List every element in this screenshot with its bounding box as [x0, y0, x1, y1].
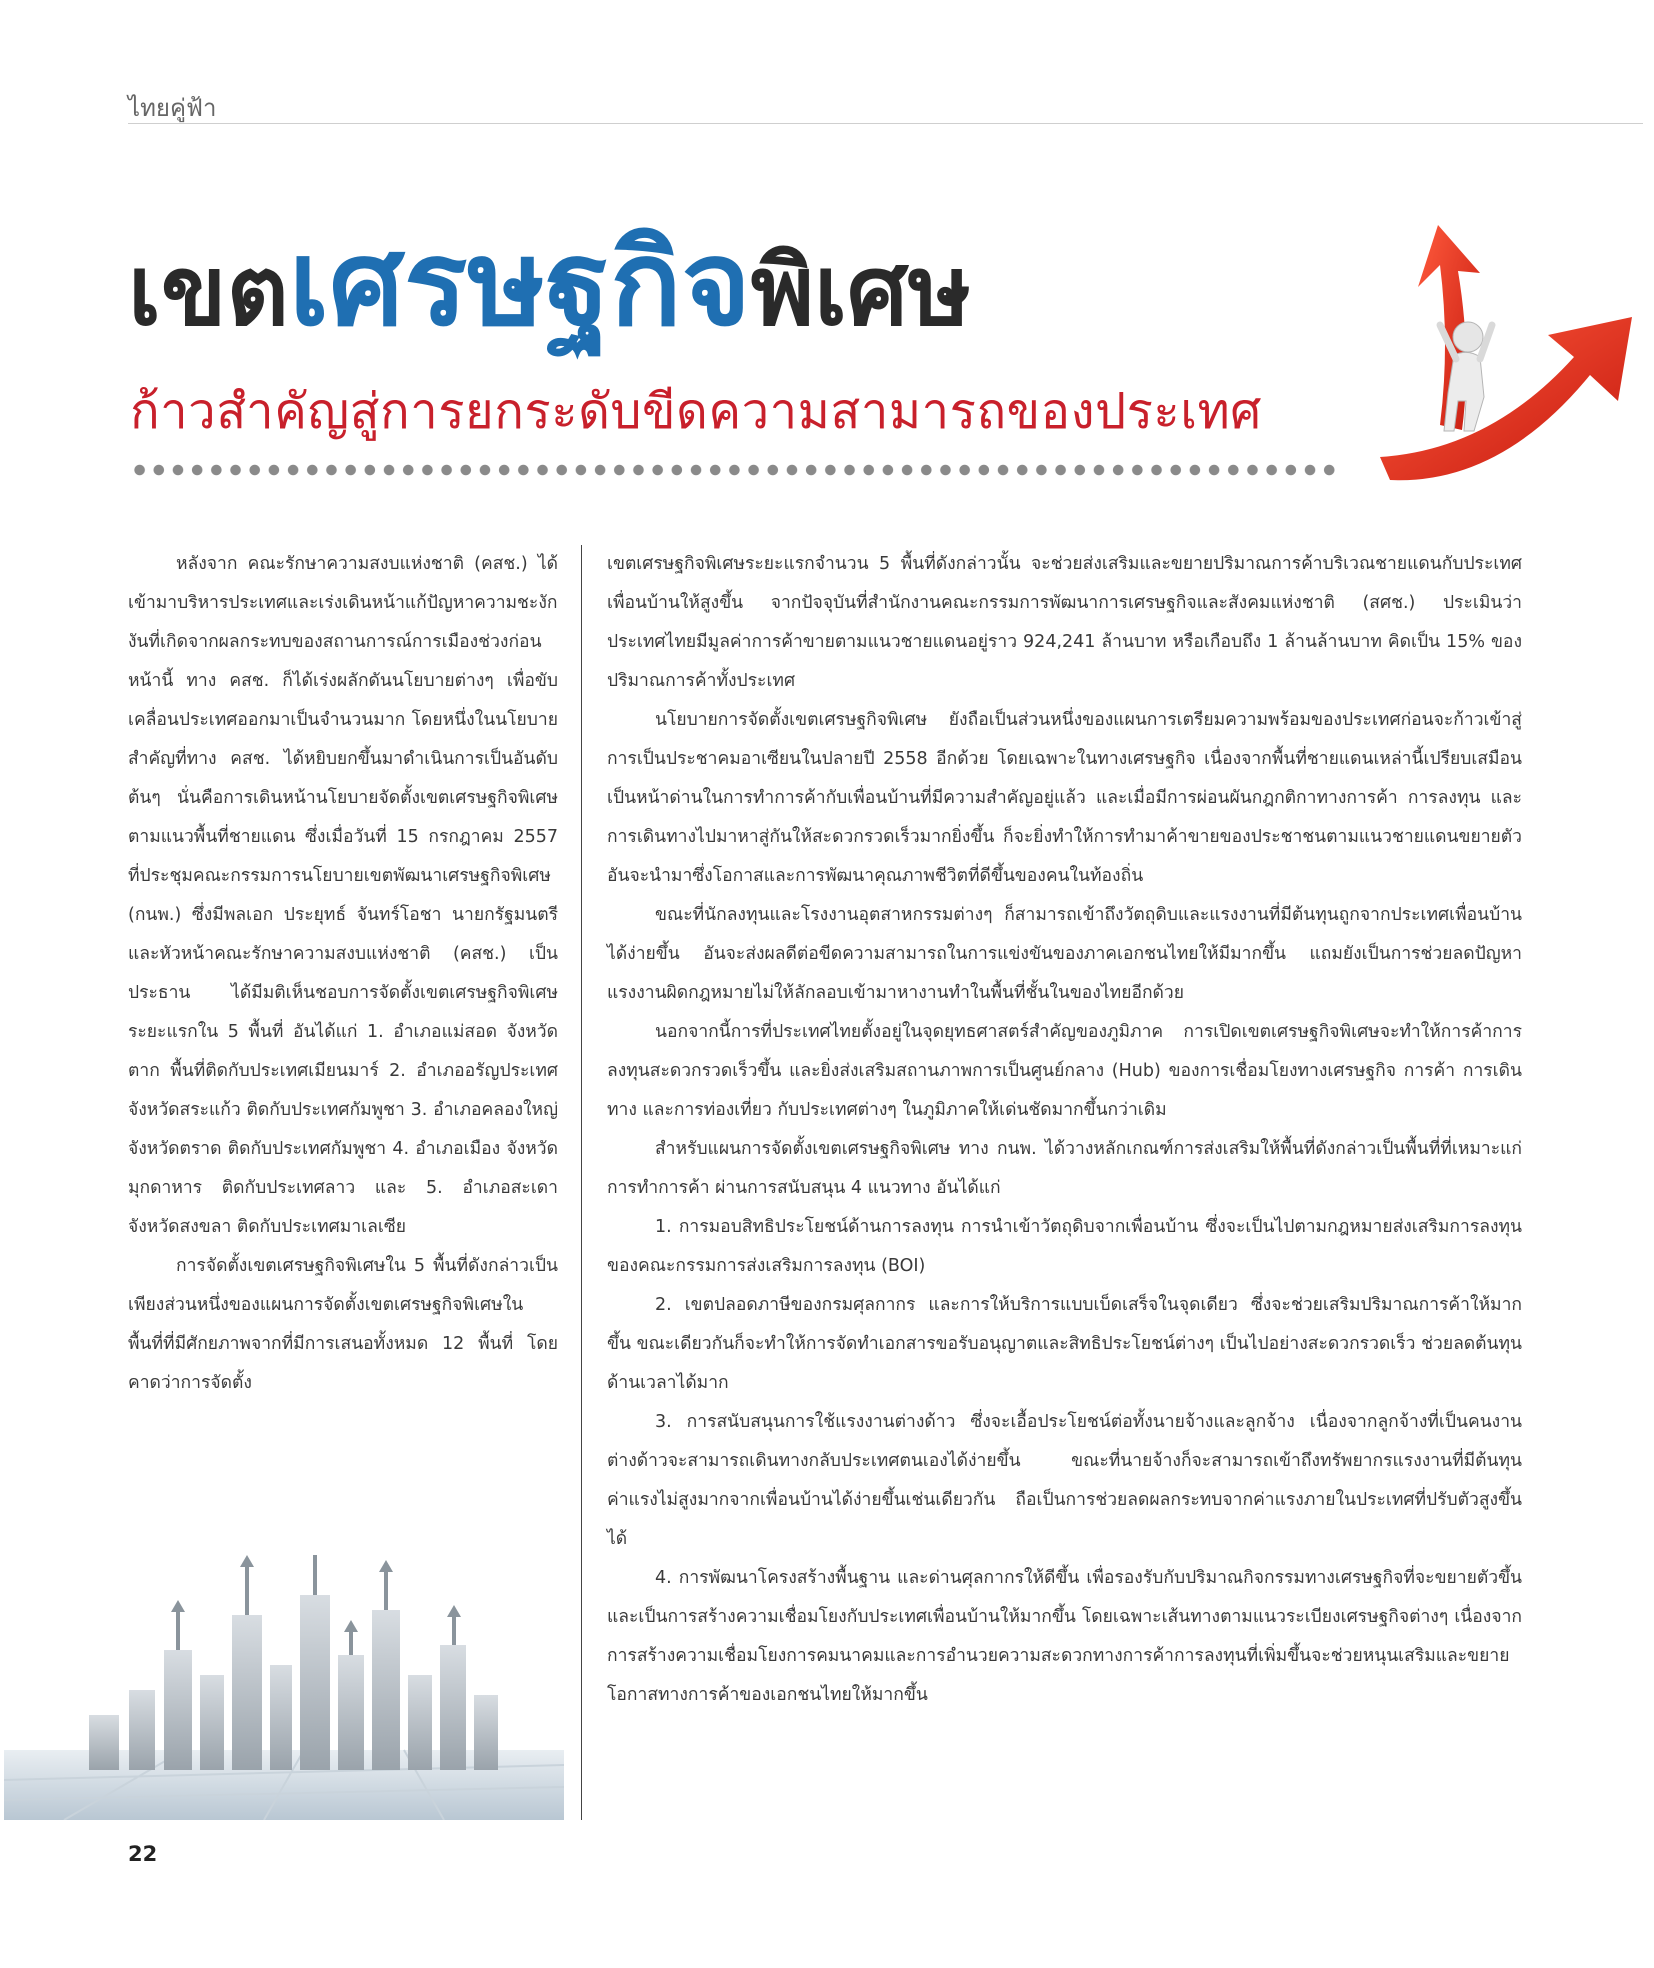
page-subtitle: ก้าวสำคัญสู่การยกระดับขีดความสามารถของประเทศ [130, 383, 1262, 440]
list-item: 3. การสนับสนุนการใช้แรงงานต่างด้าว ซึ่งจะเอื้อประโยชน์ต่อทั้งนายจ้างและลูกจ้าง เนื่องจากลูกจ้างที่เป็นคนงานต่างด้าวจะสามารถเดินทางกลับประเทศตนเองได้ง่ายขึ้น ขณะที่นายจ้างก็จะสามารถเข้าถึงทรัพยากรแรงงานที่มีต้นทุนค่าแรงไม่สูงมากจากเพื่อนบ้านได้ง่ายขึ้นเช่นเดียวกัน ถือเป็นการช่วยลดผลกระทบจากค่าแรงภายในประเทศที่ปรับตัวสูงขึ้นได้ [607, 1412, 1522, 1549]
paragraph: ขณะที่นักลงทุนและโรงงานอุตสาหกรรมต่างๆ ก็สามารถเข้าถึงวัตถุดิบและแรงงานที่มีต้นทุนถูกจากประเทศเพื่อนบ้านได้ง่ายขึ้น อันจะส่งผลดีต่อขีดความสามารถในการแข่งขันของภาคเอกชนไทยให้มีมากขึ้น แถมยังเป็นการช่วยลดปัญหาแรงงานผิดกฎหมายไม่ให้ลักลอบเข้ามาหางานทำในพื้นที่ชั้นในของไทยอีกด้วย [607, 905, 1522, 1003]
list-item: 4. การพัฒนาโครงสร้างพื้นฐาน และด่านศุลกากรให้ดีขึ้น เพื่อรองรับกับปริมาณกิจกรรมทางเศรษฐกิจที่จะขยายตัวขึ้น และเป็นการสร้างความเชื่อมโยงกับประเทศเพื่อนบ้านให้มากขึ้น โดยเฉพาะเส้นทางตามแนวระเบียงเศรษฐกิจต่างๆ เนื่องจากการสร้างความเชื่อมโยงการคมนาคมและการอำนวยความสะดวกทางการค้าการลงทุนที่เพิ่มขึ้นจะช่วยหนุนเสริมและขยายโอกาสทางการค้าของเอกชนไทยให้มากขึ้น [607, 1568, 1522, 1705]
paragraph: การจัดตั้งเขตเศรษฐกิจพิเศษใน 5 พื้นที่ดังกล่าวเป็นเพียงส่วนหนึ่งของแผนการจัดตั้งเขตเศรษฐกิจพิเศษในพื้นที่ที่มีศักยภาพจากที่มีการเสนอทั้งหมด 12 พื้นที่ โดยคาดว่าการจัดตั้ง [128, 1256, 558, 1393]
page-number: 22 [128, 1842, 158, 1866]
column-divider [581, 545, 582, 1820]
header-divider [128, 123, 1643, 124]
paragraph: เขตเศรษฐกิจพิเศษระยะแรกจำนวน 5 พื้นที่ดังกล่าวนั้น จะช่วยส่งเสริมและขยายปริมาณการค้าบริเวณชายแดนกับประเทศเพื่อนบ้านให้สูงขึ้น จากปัจจุบันที่สำนักงานคณะกรรมการพัฒนาการเศรษฐกิจและสังคมแห่งชาติ (สศช.) ประเมินว่าประเทศไทยมีมูลค่าการค้าขายตามแนวชายแดนอยู่ราว 924,241 ล้านบาท หรือเกือบถึง 1 ล้านล้านบาท คิดเป็น 15% ของปริมาณการค้าทั้งประเทศ [607, 554, 1522, 691]
paragraph: นอกจากนี้การที่ประเทศไทยตั้งอยู่ในจุดยุทธศาสตร์สำคัญของภูมิภาค การเปิดเขตเศรษฐกิจพิเศษจะทำให้การค้าการลงทุนสะดวกรวดเร็วขึ้น และยิ่งส่งเสริมสถานภาพการเป็นศูนย์กลาง (Hub) ของการเชื่อมโยงทางเศรษฐกิจ การค้า การเดินทาง และการท่องเที่ยว กับประเทศต่างๆ ในภูมิภาคให้เด่นชัดมากขึ้นกว่าเดิม [607, 1022, 1522, 1120]
paragraph: สำหรับแผนการจัดตั้งเขตเศรษฐกิจพิเศษ ทาง กนพ. ได้วางหลักเกณฑ์การส่งเสริมให้พื้นที่ดังกล่าวเป็นพื้นที่ที่เหมาะแก่การทำการค้า ผ่านการสนับสนุน 4 แนวทาง อันได้แก่ [607, 1139, 1522, 1198]
city-growth-illustration [4, 1555, 564, 1820]
section-label: ไทยคู่ฟ้า [128, 94, 217, 122]
page-title [128, 214, 972, 352]
rising-arrow-illustration [1380, 225, 1640, 525]
dotted-divider [130, 463, 1340, 477]
paragraph: นโยบายการจัดตั้งเขตเศรษฐกิจพิเศษ ยังถือเป็นส่วนหนึ่งของแผนการเตรียมความพร้อมของประเทศก่อนจะก้าวเข้าสู่การเป็นประชาคมอาเซียนในปลายปี 2558 อีกด้วย โดยเฉพาะในทางเศรษฐกิจ เนื่องจากพื้นที่ชายแดนเหล่านี้เปรียบเสมือนเป็นหน้าด่านในการทำการค้ากับเพื่อนบ้านที่มีความสำคัญอยู่แล้ว และเมื่อมีการผ่อนผันกฎกติกาทางการค้า การลงทุน และการเดินทางไปมาหาสู่กันให้สะดวกรวดเร็วมากยิ่งขึ้น ก็จะยิ่งทำให้การทำมาค้าขายของประชาชนตามแนวชายแดนขยายตัว อันจะนำมาซึ่งโอกาสและการพัฒนาคุณภาพชีวิตที่ดีขึ้นของคนในท้องถิ่น [607, 710, 1522, 886]
right-column [607, 545, 1522, 1715]
list-item: 1. การมอบสิทธิประโยชน์ด้านการลงทุน การนำเข้าวัตถุดิบจากเพื่อนบ้าน ซึ่งจะเป็นไปตามกฎหมายส่งเสริมการลงทุนของคณะกรรมการส่งเสริมการลงทุน (BOI) [607, 1217, 1522, 1276]
title-part-3: พิเศษ [750, 235, 972, 347]
left-column [128, 545, 558, 1403]
list-item: 2. เขตปลอดภาษีของกรมศุลกากร และการให้บริการแบบเบ็ดเสร็จในจุดเดียว ซึ่งจะช่วยเสริมปริมาณการค้าให้มากขึ้น ขณะเดียวกันก็จะทำให้การจัดทำเอกสารขอรับอนุญาตและสิทธิประโยชน์ต่างๆ เป็นไปอย่างสะดวกรวดเร็ว ช่วยลดต้นทุนด้านเวลาได้มาก [607, 1295, 1522, 1393]
paragraph: หลังจาก คณะรักษาความสงบแห่งชาติ (คสช.) ได้เข้ามาบริหารประเทศและเร่งเดินหน้าแก้ปัญหาความชะงักงันที่เกิดจากผลกระทบของสถานการณ์การเมืองช่วงก่อนหน้านี้ ทาง คสช. ก็ได้เร่งผลักดันนโยบายต่างๆ เพื่อขับเคลื่อนประเทศออกมาเป็นจำนวนมาก โดยหนึ่งในนโยบายสำคัญที่ทาง คสช. ได้หยิบยกขึ้นมาดำเนินการเป็นอันดับต้นๆ นั่นคือการเดินหน้านโยบายจัดตั้งเขตเศรษฐกิจพิเศษตามแนวพื้นที่ชายแดน ซึ่งเมื่อวันที่ 15 กรกฎาคม 2557 ที่ประชุมคณะกรรมการนโยบายเขตพัฒนาเศรษฐกิจพิเศษ (กนพ.) ซึ่งมีพลเอก ประยุทธ์ จันทร์โอชา นายกรัฐมนตรีและหัวหน้าคณะรักษาความสงบแห่งชาติ (คสช.) เป็นประธาน ได้มีมติเห็นชอบการจัดตั้งเขตเศรษฐกิจพิเศษระยะแรกใน 5 พื้นที่ อันได้แก่ 1. อำเภอแม่สอด จังหวัดตาก พื้นที่ติดกับประเทศเมียนมาร์ 2. อำเภออรัญประเทศ จังหวัดสระแก้ว ติดกับประเทศกัมพูชา 3. อำเภอคลองใหญ่ จังหวัดตราด ติดกับประเทศกัมพูชา 4. อำเภอเมือง จังหวัดมุกดาหาร ติดกับประเทศลาว และ 5. อำเภอสะเดา จังหวัดสงขลา ติดกับประเทศมาเลเซีย [128, 554, 558, 1237]
title-part-2: เศรษฐกิจ [288, 214, 751, 352]
title-part-1: เขต [128, 235, 289, 347]
